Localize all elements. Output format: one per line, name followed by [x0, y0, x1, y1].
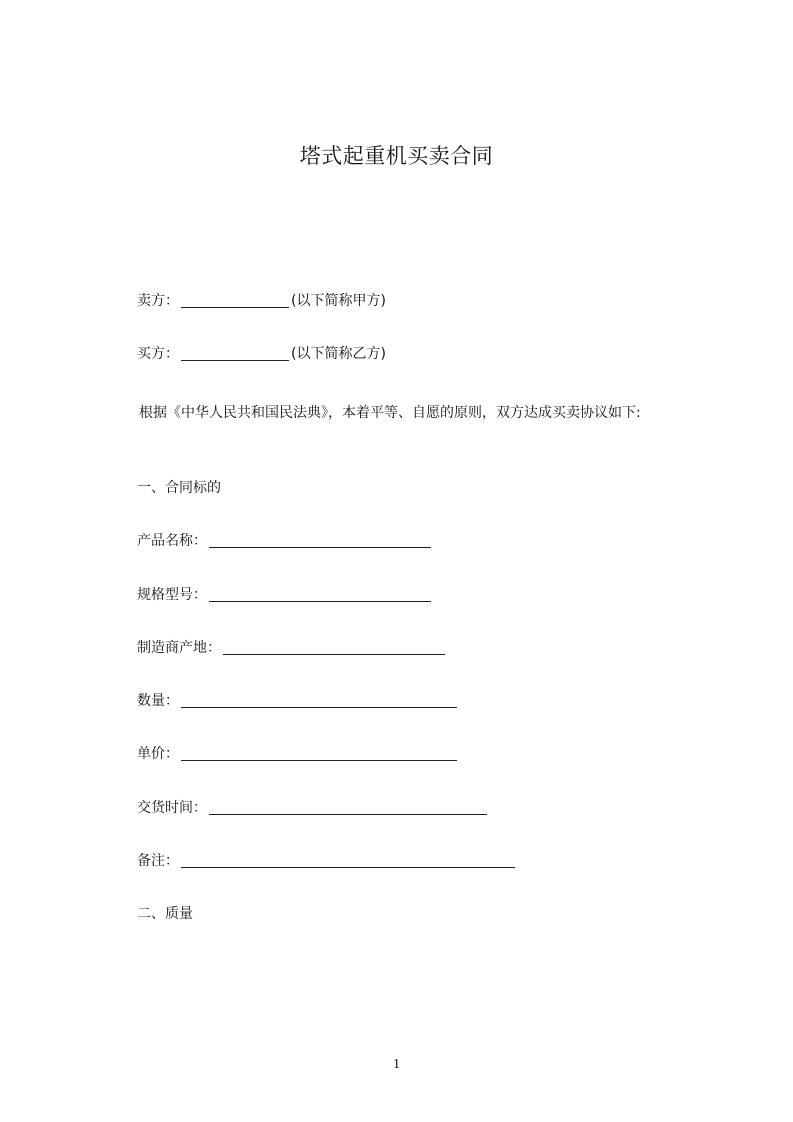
field-label: 交货时间：: [137, 800, 207, 816]
seller-label: 卖方：: [137, 293, 179, 309]
quantity-blank[interactable]: [181, 693, 457, 708]
field-product-name: [137, 531, 433, 551]
field-manufacturer-origin: [137, 638, 447, 658]
section-heading-quality: 二、质量: [137, 906, 193, 922]
unit-price-blank[interactable]: [181, 746, 457, 761]
field-label: 备注：: [137, 853, 179, 869]
delivery-time-blank[interactable]: [209, 800, 487, 815]
buyer-line: [137, 344, 386, 364]
field-quantity: [137, 691, 459, 711]
buyer-blank[interactable]: [181, 346, 289, 361]
seller-line: [137, 291, 386, 311]
field-label: 制造商产地：: [137, 640, 221, 656]
field-delivery-time: [137, 798, 489, 818]
field-model: [137, 585, 433, 605]
product-name-blank[interactable]: [209, 533, 431, 548]
buyer-label: 买方：: [137, 346, 179, 362]
field-label: 产品名称：: [137, 533, 207, 549]
document-title: 塔式起重机买卖合同: [299, 144, 494, 168]
manufacturer-origin-blank[interactable]: [223, 640, 445, 655]
field-label: 单价：: [137, 746, 179, 762]
remarks-blank[interactable]: [181, 853, 515, 868]
section-heading-subject: 一、合同标的: [137, 480, 221, 496]
buyer-suffix: (以下简称乙方): [291, 346, 386, 362]
page-number: 1: [393, 1057, 400, 1072]
field-remarks: [137, 851, 517, 871]
seller-blank[interactable]: [181, 293, 289, 308]
intro-paragraph: 根据《中华人民共和国民法典》，本着平等、自愿的原则，双方达成买卖协议如下:: [139, 405, 641, 421]
seller-suffix: (以下简称甲方): [291, 293, 386, 309]
field-label: 规格型号：: [137, 587, 207, 603]
field-unit-price: [137, 744, 459, 764]
field-label: 数量：: [137, 693, 179, 709]
model-blank[interactable]: [209, 587, 431, 602]
